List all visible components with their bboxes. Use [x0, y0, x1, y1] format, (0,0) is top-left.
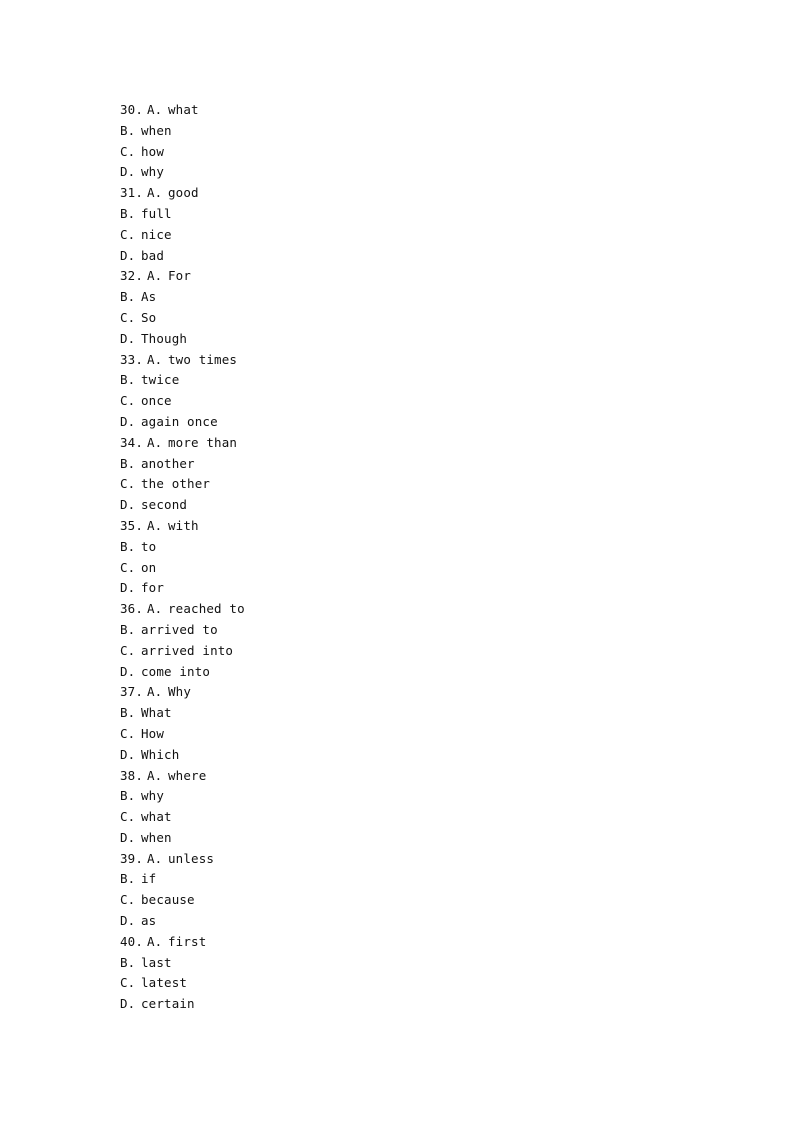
option-letter: B.	[120, 705, 136, 721]
option-letter: A.	[147, 601, 163, 617]
option-letter: B.	[120, 455, 136, 471]
option-text: arrived to	[141, 621, 218, 637]
option-line	[120, 724, 245, 745]
option-line	[120, 495, 245, 516]
option-text: So	[141, 309, 157, 325]
option-text: when	[141, 829, 172, 845]
option-letter: C.	[120, 226, 136, 242]
question-first-line	[120, 350, 245, 371]
option-text: As	[141, 289, 157, 305]
question-first-line	[120, 100, 245, 121]
question-number: 36.	[120, 601, 144, 617]
question-number: 31.	[120, 185, 144, 201]
question-number: 32.	[120, 268, 144, 284]
option-letter: A.	[147, 517, 163, 533]
question-item	[120, 100, 245, 183]
option-letter: C.	[120, 393, 136, 409]
option-text: unless	[168, 850, 215, 866]
option-text: certain	[141, 996, 195, 1012]
option-line	[120, 474, 245, 495]
option-text: more than	[168, 434, 238, 450]
option-text: come into	[141, 663, 211, 679]
question-item	[120, 766, 245, 849]
option-letter: C.	[120, 559, 136, 575]
option-text: the other	[141, 476, 211, 492]
option-letter: D.	[120, 164, 136, 180]
option-line	[120, 973, 245, 994]
option-line	[120, 370, 245, 391]
option-letter: C.	[120, 309, 136, 325]
question-item	[120, 599, 245, 682]
option-text: For	[168, 268, 192, 284]
option-text: Which	[141, 746, 180, 762]
option-line	[120, 537, 245, 558]
option-line	[120, 620, 245, 641]
question-number: 40.	[120, 933, 144, 949]
question-number: 33.	[120, 351, 144, 367]
option-letter: C.	[120, 725, 136, 741]
option-text: how	[141, 143, 165, 159]
option-letter: B.	[120, 621, 136, 637]
option-text: for	[141, 580, 165, 596]
option-line	[120, 641, 245, 662]
option-text: once	[141, 393, 172, 409]
option-line	[120, 828, 245, 849]
question-first-line	[120, 433, 245, 454]
option-line	[120, 121, 245, 142]
option-line	[120, 578, 245, 599]
option-letter: A.	[147, 185, 163, 201]
question-first-line	[120, 516, 245, 537]
question-first-line	[120, 932, 245, 953]
option-text: full	[141, 205, 172, 221]
option-text: with	[168, 517, 199, 533]
option-text: because	[141, 892, 195, 908]
option-line	[120, 890, 245, 911]
option-line	[120, 953, 245, 974]
option-text: What	[141, 705, 172, 721]
option-letter: B.	[120, 372, 136, 388]
question-item	[120, 516, 245, 599]
option-text: another	[141, 455, 195, 471]
question-first-line	[120, 766, 245, 787]
option-letter: D.	[120, 996, 136, 1012]
option-letter: B.	[120, 289, 136, 305]
option-text: what	[168, 102, 199, 117]
question-item	[120, 433, 245, 516]
option-letter: D.	[120, 663, 136, 679]
option-line	[120, 994, 245, 1015]
option-text: last	[141, 954, 172, 970]
option-letter: A.	[147, 351, 163, 367]
option-letter: B.	[120, 205, 136, 221]
option-text: why	[141, 788, 165, 804]
option-line	[120, 308, 245, 329]
option-text: if	[141, 871, 157, 887]
option-line	[120, 225, 245, 246]
question-first-line	[120, 599, 245, 620]
option-text: How	[141, 725, 165, 741]
option-text: second	[141, 497, 188, 513]
question-item	[120, 183, 245, 266]
option-text: what	[141, 809, 172, 825]
option-letter: A.	[147, 434, 163, 450]
question-first-line	[120, 849, 245, 870]
question-number: 30.	[120, 102, 144, 117]
option-line	[120, 662, 245, 683]
option-line	[120, 558, 245, 579]
question-item	[120, 932, 245, 1015]
option-line	[120, 745, 245, 766]
option-text: why	[141, 164, 165, 180]
option-letter: C.	[120, 975, 136, 991]
option-letter: D.	[120, 746, 136, 762]
question-first-line	[120, 682, 245, 703]
option-letter: C.	[120, 476, 136, 492]
question-first-line	[120, 266, 245, 287]
option-text: twice	[141, 372, 180, 388]
option-line	[120, 454, 245, 475]
option-letter: B.	[120, 954, 136, 970]
option-line	[120, 329, 245, 350]
option-letter: D.	[120, 580, 136, 596]
option-line	[120, 246, 245, 267]
question-item	[120, 682, 245, 765]
option-text: to	[141, 538, 157, 554]
option-letter: D.	[120, 330, 136, 346]
option-text: two times	[168, 351, 238, 367]
option-letter: C.	[120, 809, 136, 825]
option-text: nice	[141, 226, 172, 242]
option-letter: D.	[120, 829, 136, 845]
option-letter: A.	[147, 102, 163, 117]
option-line	[120, 703, 245, 724]
option-letter: B.	[120, 122, 136, 138]
option-letter: D.	[120, 247, 136, 263]
option-letter: A.	[147, 684, 163, 700]
option-text: where	[168, 767, 207, 783]
question-number: 37.	[120, 684, 144, 700]
option-letter: B.	[120, 871, 136, 887]
option-line	[120, 412, 245, 433]
option-text: arrived into	[141, 642, 234, 658]
option-letter: C.	[120, 143, 136, 159]
option-text: bad	[141, 247, 165, 263]
option-line	[120, 142, 245, 163]
question-number: 39.	[120, 850, 144, 866]
question-item	[120, 849, 245, 932]
option-letter: C.	[120, 642, 136, 658]
option-line	[120, 391, 245, 412]
option-line	[120, 204, 245, 225]
option-text: first	[168, 933, 207, 949]
option-text: again once	[141, 413, 218, 429]
question-list	[120, 100, 245, 1015]
option-text: reached to	[168, 601, 245, 617]
option-text: good	[168, 185, 199, 201]
option-line	[120, 807, 245, 828]
option-line	[120, 287, 245, 308]
option-text: Though	[141, 330, 188, 346]
option-letter: A.	[147, 767, 163, 783]
option-line	[120, 162, 245, 183]
question-number: 35.	[120, 517, 144, 533]
option-line	[120, 869, 245, 890]
question-first-line	[120, 183, 245, 204]
option-letter: C.	[120, 892, 136, 908]
option-letter: D.	[120, 913, 136, 929]
option-text: when	[141, 122, 172, 138]
option-text: latest	[141, 975, 188, 991]
question-number: 38.	[120, 767, 144, 783]
option-letter: A.	[147, 933, 163, 949]
option-line	[120, 911, 245, 932]
option-text: as	[141, 913, 157, 929]
option-letter: A.	[147, 850, 163, 866]
option-letter: D.	[120, 497, 136, 513]
option-letter: B.	[120, 788, 136, 804]
option-letter: D.	[120, 413, 136, 429]
option-text: Why	[168, 684, 192, 700]
question-item	[120, 350, 245, 433]
option-letter: A.	[147, 268, 163, 284]
option-letter: B.	[120, 538, 136, 554]
question-item	[120, 266, 245, 349]
question-number: 34.	[120, 434, 144, 450]
option-text: on	[141, 559, 157, 575]
option-line	[120, 786, 245, 807]
